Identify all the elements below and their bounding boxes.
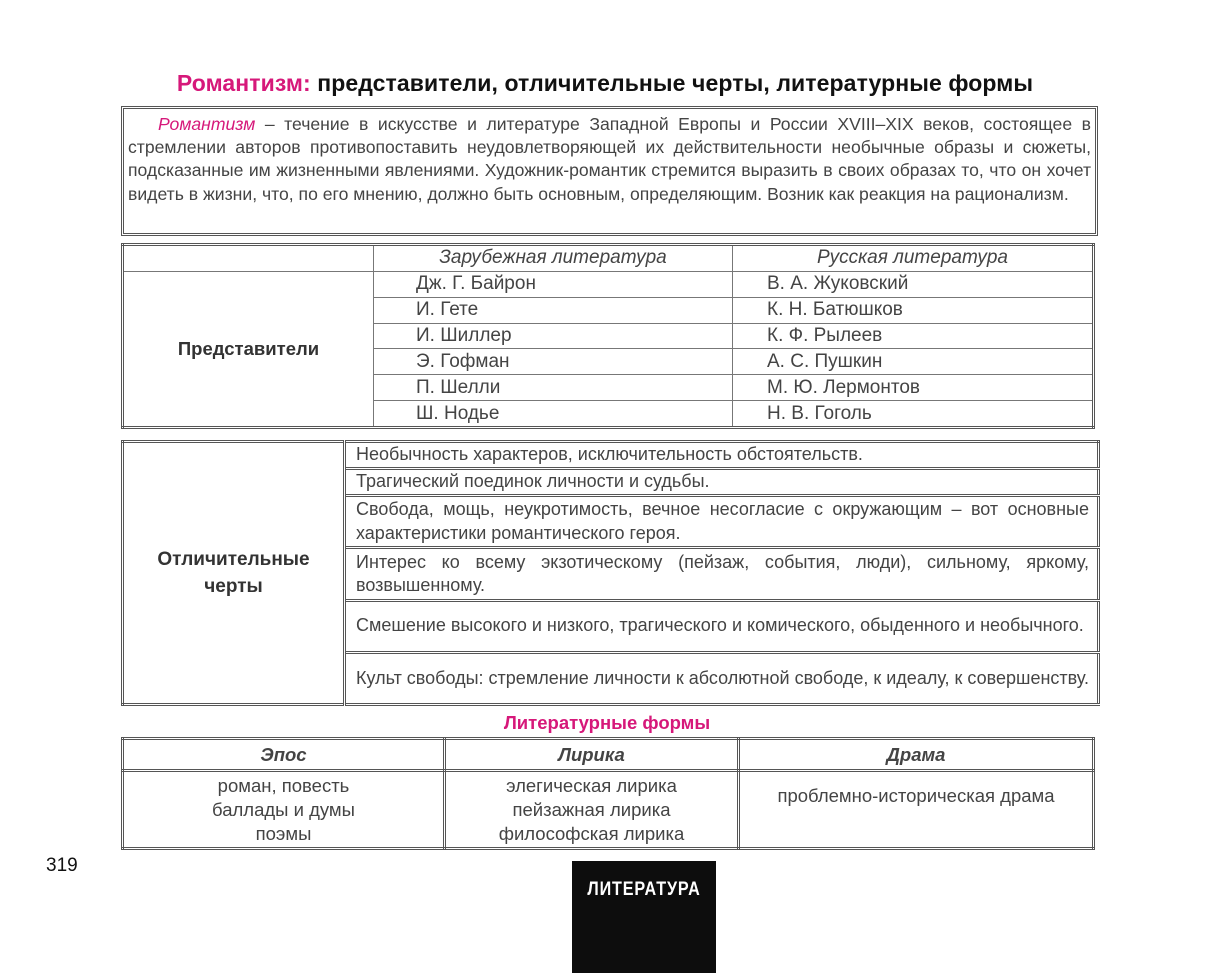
page-title (0, 70, 1210, 97)
representatives-table (121, 243, 1095, 429)
foreign-author: И. Шиллер (374, 323, 733, 349)
header-epos: Эпос (123, 739, 445, 771)
feature-item: Трагический поединок личности и судьбы. (345, 469, 1099, 496)
section-label: ЛИТЕРАТУРА (587, 879, 701, 900)
feature-item: Интерес ко всему экзотическому (пейзаж, события, люди), сильному, яркому, возвышенному. (345, 548, 1099, 600)
russian-author: В. А. Жуковский (733, 271, 1094, 297)
title-accent: Романтизм: (176, 70, 311, 96)
drama-cell (739, 771, 1094, 849)
header-drama: Драма (739, 739, 1094, 771)
lyric-cell (445, 771, 739, 849)
russian-author: Н. В. Гоголь (733, 401, 1094, 428)
list-item: пейзажная лирика (512, 799, 671, 820)
representatives-row-label: Представители (123, 271, 374, 427)
foreign-author: Дж. Г. Байрон (374, 271, 733, 297)
feature-item: Культ свободы: стремление личности к абсолютной свободе, к идеалу, к совершенству. (345, 652, 1099, 704)
foreign-author: Ш. Нодье (374, 401, 733, 428)
russian-author: А. С. Пушкин (733, 349, 1094, 375)
table-row (123, 271, 1094, 297)
list-item: философская лирика (498, 823, 685, 844)
feature-item: Свобода, мощь, неукротимость, вечное несогласие с окружающим – вот основные характеристики романтического героя. (345, 496, 1099, 548)
features-label-line2: черты (204, 576, 263, 597)
features-label-line1: Отличительные (157, 549, 310, 570)
foreign-author: Э. Гофман (374, 349, 733, 375)
table-row (123, 442, 1099, 469)
header-foreign-literature: Зарубежная литература (374, 245, 733, 272)
list-item: баллады и думы (212, 799, 355, 820)
section-tab (572, 861, 716, 973)
forms-table (121, 737, 1095, 850)
forms-heading: Литературные формы (503, 712, 711, 733)
list-item: проблемно-историческая драма (777, 785, 1055, 806)
russian-author: К. Н. Батюшков (733, 297, 1094, 323)
feature-item: Необычность характеров, исключительность обстоятельств. (345, 442, 1099, 469)
russian-author: К. Ф. Рылеев (733, 323, 1094, 349)
representatives-header-row (123, 245, 1094, 272)
foreign-author: П. Шелли (374, 375, 733, 401)
forms-header-row (123, 739, 1094, 771)
title-rest: представители, отличительные черты, литературные формы (310, 70, 1034, 96)
header-russian-literature: Русская литература (733, 245, 1094, 272)
table-row (123, 771, 1094, 849)
foreign-author: И. Гете (374, 297, 733, 323)
features-row-label (123, 442, 345, 705)
definition-text: – течение в искусстве и литературе Западной Европы и России XVIII–XIX веков, состоящее в стремлении авторов противопоставить неудовлетворяющей их действительности необычные образы и сюжеты, подсказанные им жизненными явлениями. Художник-романтик стремится выразить в своих образах то, что он хочет видеть в жизни, что, по его мнению, должно быть основным, определяющим. Возник как реакция на рационализм. (128, 114, 1091, 204)
list-item: роман, повесть (217, 775, 350, 796)
features-table (121, 440, 1100, 706)
list-item: поэмы (255, 823, 312, 844)
epos-cell (123, 771, 445, 849)
russian-author: М. Ю. Лермонтов (733, 375, 1094, 401)
definition-box (121, 106, 1098, 236)
feature-item: Смешение высокого и низкого, трагического и комического, обыденного и необычного. (345, 600, 1099, 652)
definition-term: Романтизм (158, 114, 256, 134)
empty-header-cell (123, 245, 374, 272)
header-lyric: Лирика (445, 739, 739, 771)
page-number: 319 (46, 855, 78, 876)
list-item: элегическая лирика (506, 775, 677, 796)
